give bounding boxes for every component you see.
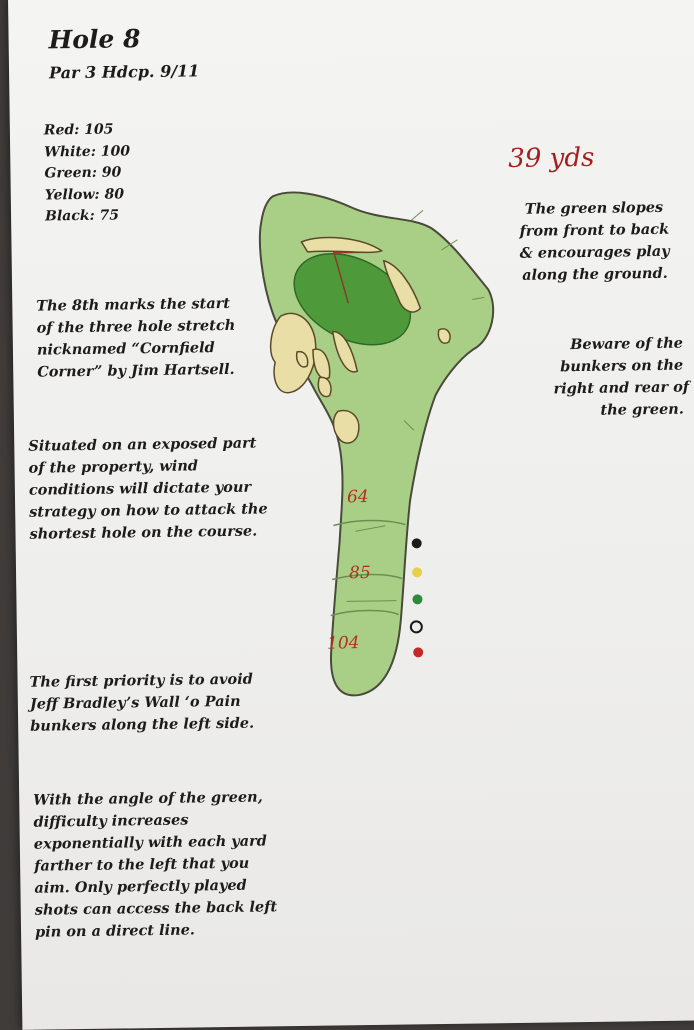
paragraph-line: With the angle of the green, (33, 788, 263, 809)
bunker-right-small (438, 329, 450, 343)
paragraph-line: The 8th marks the start (36, 294, 231, 315)
intro-paragraph (36, 293, 236, 384)
paragraph-line: aim. Only perfectly played (34, 876, 247, 897)
paragraph-line: farther to the left that you (34, 854, 250, 875)
yardage-marker-64: 64 (346, 487, 369, 508)
paragraph-line: nicknamed “Cornfield (36, 339, 215, 359)
tee-yardage-list (44, 119, 131, 228)
hole-map-illustration (251, 179, 508, 702)
angle-paragraph (33, 786, 278, 943)
fairway-shape (259, 190, 498, 697)
hole-subtitle: Par 3 Hdcp. 9/11 (48, 61, 200, 83)
paragraph-line: of the property, wind (28, 457, 199, 477)
slope-line: The green slopes (524, 198, 664, 218)
yardage-marker-104: 104 (326, 633, 360, 654)
paragraph-line: exponentially with each yard (33, 832, 267, 853)
bunker-line: right and rear of (553, 378, 690, 398)
yardage-marker-85: 85 (348, 562, 371, 584)
tee-marker-dot (412, 594, 422, 604)
paragraph-line: pin on a direct line. (34, 921, 196, 941)
tee-white: White: 100 (44, 142, 131, 161)
tee-black: Black: 75 (44, 207, 120, 225)
tee-red: Red: 105 (43, 121, 114, 139)
tee-green: Green: 90 (44, 164, 122, 182)
bunker-line: the green. (600, 400, 684, 419)
bunker-note (553, 333, 690, 423)
paragraph-line: shots can access the back left (34, 898, 278, 919)
priority-paragraph (29, 669, 254, 738)
tee-marker-dot (412, 567, 422, 577)
paragraph-line: difficulty increases (33, 811, 189, 831)
green-depth: 39 yds (508, 142, 595, 175)
tee-marker-dot (410, 620, 423, 633)
tee-marker-dot (412, 538, 422, 548)
tee-marker-dot (413, 647, 423, 657)
paragraph-line: of the three hole stretch (36, 316, 236, 337)
paragraph-line: Situated on an exposed part (28, 434, 257, 455)
paragraph-line: bunkers along the left side. (30, 714, 255, 735)
scorecard-page (8, 0, 694, 1030)
paragraph-line: Corner” by Jim Hartsell. (37, 360, 235, 381)
wind-paragraph (28, 432, 268, 545)
paragraph-line: Jeff Bradley’s Wall ‘o Pain (29, 692, 241, 713)
tee-yellow: Yellow: 80 (44, 185, 125, 204)
bunker-line: Beware of the (570, 334, 684, 354)
slope-line: & encourages play (519, 242, 670, 262)
slope-note (509, 197, 680, 287)
paragraph-line: conditions will dictate your (28, 478, 252, 499)
paragraph-line: shortest hole on the course. (29, 522, 258, 543)
slope-line: from front to back (519, 220, 670, 240)
slope-line: along the ground. (522, 264, 668, 284)
bunker-line: bunkers on the (560, 356, 684, 376)
paragraph-line: strategy on how to attack the (29, 500, 268, 521)
paragraph-line: The first priority is to avoid (29, 670, 253, 691)
hole-title: Hole 8 (48, 24, 141, 55)
